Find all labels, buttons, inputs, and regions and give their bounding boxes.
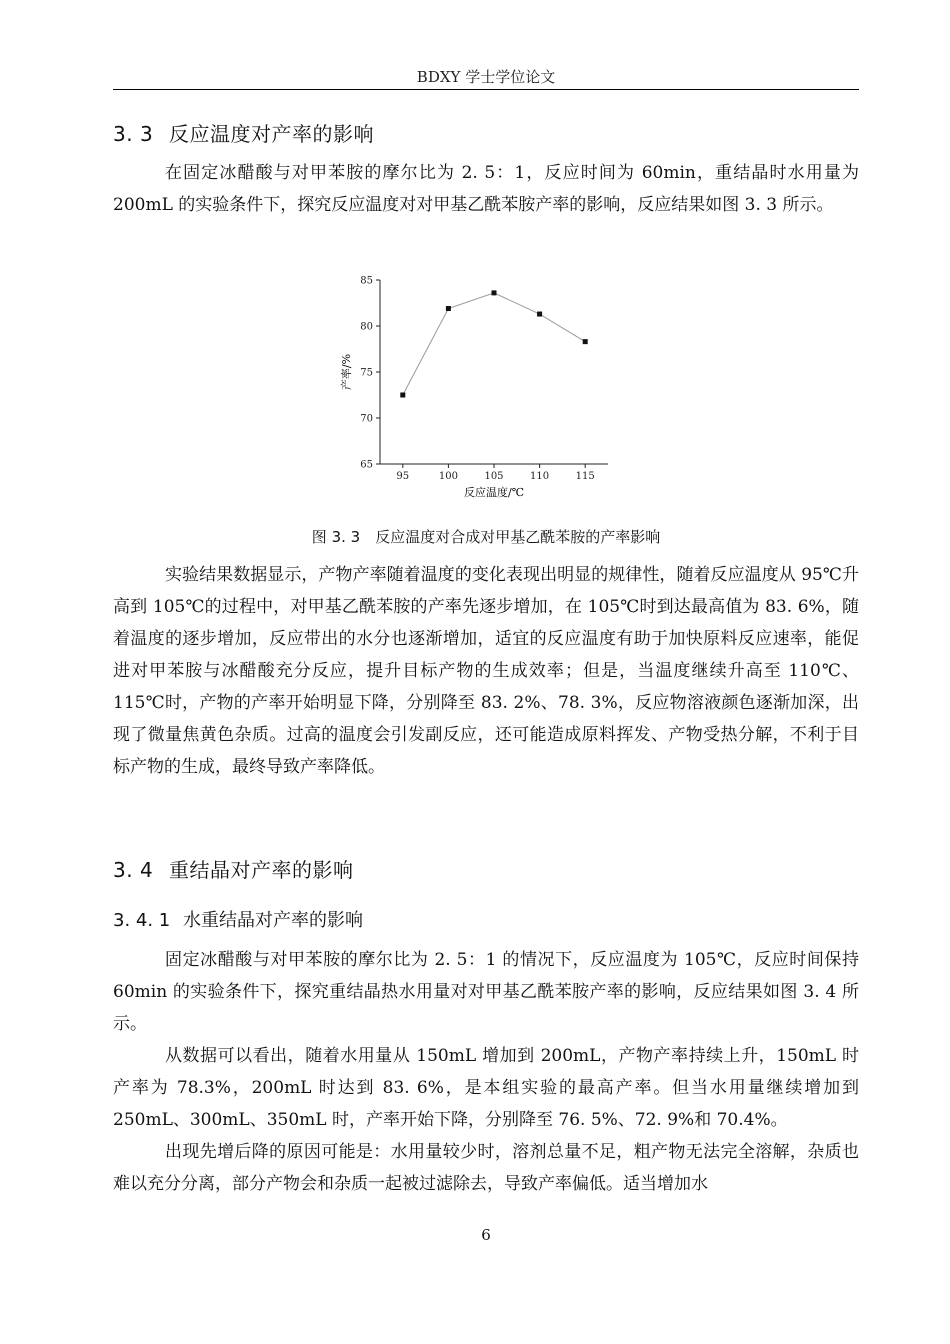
x-tick-label: 105 xyxy=(484,471,504,482)
chart-ticks xyxy=(360,276,594,483)
x-tick-label: 115 xyxy=(575,471,595,482)
x-tick-label: 95 xyxy=(396,471,410,482)
y-tick-label: 65 xyxy=(360,459,373,471)
section-3-3-discussion: 实验结果数据显示，产物产率随着温度的变化表现出明显的规律性，随着反应温度从 95℃升高到 105℃的过程中，对甲基乙酰苯胺的产率先逐步增加，在 105℃时到达最高值为 83. 6%，随着温度的逐步增加，反应带出的水分也逐渐增加，适宜的反应温度有助于加快原料反应速率，能促进对甲苯胺与冰醋酸充分反应，提升目标产物的生成效率；但是，当温度继续升高至 110℃、115℃时，产物的产率开始明显下降，分别降至 83. 2%、78. 3%，反应物溶液颜色逐渐加深，出现了微量焦黄色杂质。过高的温度会引发副反应，还可能造成原料挥发、产物受热分解，不利于目标产物的生成，最终导致产率降低。 xyxy=(113,565,859,777)
data-points xyxy=(400,290,587,397)
section-3-4-1-paragraph-3: 出现先增后降的原因可能是：水用量较少时，溶剂总量不足，粗产物无法完全溶解，杂质也难以充分分离，部分产物会和杂质一起被过滤除去，导致产率偏低。适当增加水 xyxy=(113,1142,859,1194)
section-number: 3. 4 xyxy=(113,858,154,882)
section-3-4-1-heading xyxy=(113,906,363,932)
y-tick-label: 85 xyxy=(360,275,373,287)
y-tick-label: 75 xyxy=(360,367,373,379)
y-tick-label: 70 xyxy=(360,413,373,425)
section-3-4-1-paragraph-2: 从数据可以看出，随着水用量从 150mL 增加到 200mL，产物产率持续上升，150mL 时产率为 78.3%，200mL 时达到 83. 6%，是本组实验的最高产率。但当水用量继续增加到 250mL、300mL、350mL 时，产率开始下降，分别降至 76. 5%、72. 9%和 70.4%。 xyxy=(113,1046,859,1130)
data-point-marker xyxy=(537,312,542,317)
series-line xyxy=(403,293,585,395)
figure-3-3-chart xyxy=(330,268,620,508)
section-title: 反应温度对产率的影响 xyxy=(169,122,374,146)
section-3-4-1-paragraph-1: 固定冰醋酸与对甲苯胺的摩尔比为 2. 5：1 的情况下，反应温度为 105℃，反应时间保持 60min 的实验条件下，探究重结晶热水用量对对甲基乙酰苯胺产率的影响，反应结果如图 3. 4 所示。 xyxy=(113,950,859,1034)
x-tick-label: 100 xyxy=(438,471,458,482)
section-number: 3. 3 xyxy=(113,122,154,146)
section-title: 重结晶对产率的影响 xyxy=(169,858,354,882)
page-number: 6 xyxy=(481,1226,491,1244)
subsection-title: 水重结晶对产率的影响 xyxy=(183,910,363,931)
section-3-4-heading xyxy=(113,854,354,883)
data-point-marker xyxy=(492,290,497,295)
x-axis-label: 反应温度/℃ xyxy=(463,486,525,499)
section-3-3-heading xyxy=(113,118,374,147)
data-point-marker xyxy=(583,339,588,344)
section-3-3-intro: 在固定冰醋酸与对甲苯胺的摩尔比为 2. 5：1，反应时间为 60min，重结晶时水用量为 200mL 的实验条件下，探究反应温度对对甲基乙酰苯胺产率的影响，反应结果如图 3. 3 所示。 xyxy=(113,163,859,215)
data-point-marker xyxy=(400,393,405,398)
figure-3-3-caption: 图 3. 3 反应温度对合成对甲基乙酰苯胺的产率影响 xyxy=(311,528,661,546)
chart-axes xyxy=(380,280,608,464)
y-axis-label: 产率/% xyxy=(340,353,353,391)
subsection-number: 3. 4. 1 xyxy=(113,910,171,931)
running-header: BDXY 学士学位论文 xyxy=(416,68,556,86)
header-rule xyxy=(113,89,859,90)
y-tick-label: 80 xyxy=(360,321,373,333)
x-tick-label: 110 xyxy=(530,471,550,482)
line-chart xyxy=(330,268,620,508)
data-point-marker xyxy=(446,306,451,311)
